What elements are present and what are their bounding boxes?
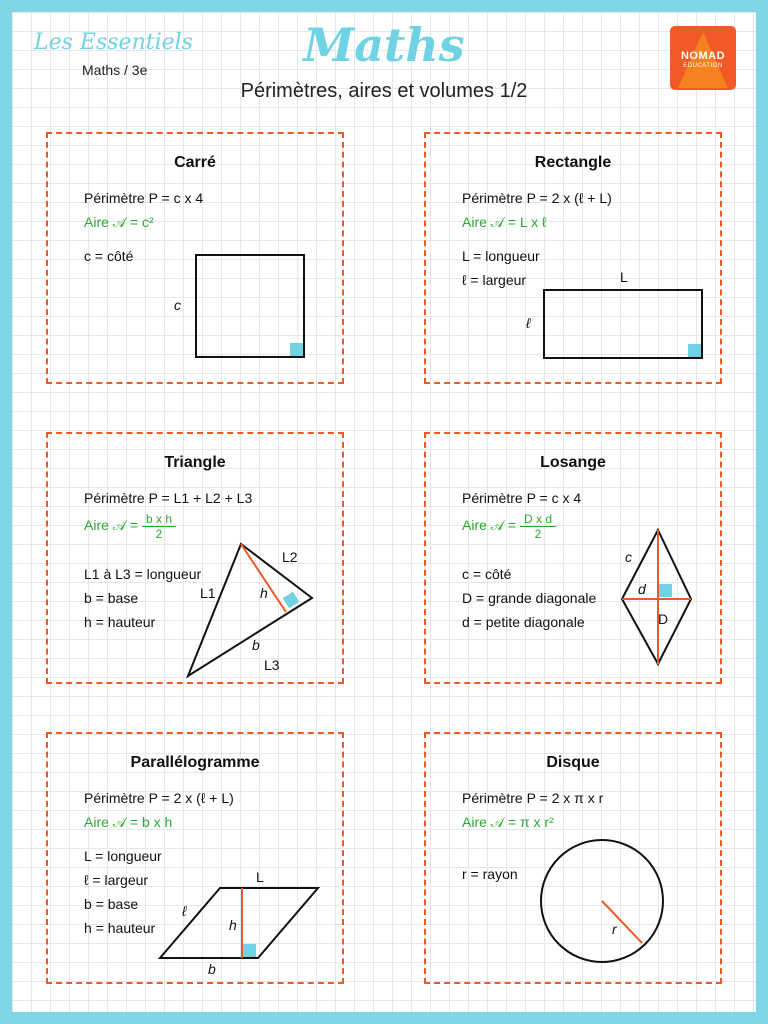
nomad-logo bbox=[670, 26, 736, 90]
perimeter-formula: Périmètre P = 2 x (ℓ + L) bbox=[84, 790, 234, 806]
legend-longueur: L = longueur bbox=[462, 248, 540, 264]
area-formula: Aire 𝒜 = b x h bbox=[84, 814, 173, 830]
h-label: h bbox=[260, 585, 268, 601]
b-label: b bbox=[252, 637, 260, 653]
legend-cote: c = côté bbox=[84, 248, 134, 264]
r-label: r bbox=[612, 921, 617, 937]
legend-largeur: ℓ = largeur bbox=[84, 872, 149, 888]
card-triangle bbox=[46, 432, 344, 684]
logo-line1: NOMAD bbox=[680, 50, 726, 62]
legend-grande-diagonale: D = grande diagonale bbox=[462, 590, 597, 606]
page-title: Maths bbox=[303, 18, 465, 72]
card-losange bbox=[424, 432, 722, 684]
area-formula: Aire 𝒜 = c² bbox=[84, 214, 154, 230]
legend-cote: c = côté bbox=[462, 566, 512, 582]
fraction-numerator: b x h bbox=[142, 512, 176, 527]
length-label: L bbox=[620, 269, 628, 285]
perimeter-formula: Périmètre P = c x 4 bbox=[462, 490, 582, 506]
legend-longueur: L = longueur bbox=[84, 848, 162, 864]
card-title: Triangle bbox=[164, 454, 226, 471]
card-title: Carré bbox=[174, 154, 216, 171]
page-subtitle: Périmètres, aires et volumes 1/2 bbox=[240, 80, 528, 102]
perimeter-formula: Périmètre P = 2 x (ℓ + L) bbox=[462, 190, 612, 206]
d-label: d bbox=[638, 581, 646, 597]
card-title: Parallélogramme bbox=[130, 754, 260, 771]
area-formula: Aire 𝒜 = L x ℓ bbox=[462, 214, 547, 230]
width-label: ℓ bbox=[526, 315, 531, 331]
width-label: ℓ bbox=[182, 903, 187, 919]
card-title: Losange bbox=[540, 454, 606, 471]
level-label: Maths / 3e bbox=[82, 62, 148, 78]
perimeter-formula: Périmètre P = 2 x π x r bbox=[462, 790, 604, 806]
card-title: Rectangle bbox=[534, 154, 612, 171]
length-label: L bbox=[256, 869, 264, 885]
perimeter-formula: Périmètre P = L1 + L2 + L3 bbox=[84, 490, 253, 506]
legend-rayon: r = rayon bbox=[462, 866, 518, 882]
h-label: h bbox=[229, 917, 237, 933]
area-prefix: Aire 𝒜 = bbox=[84, 517, 139, 534]
logo-line2: EDUCATION bbox=[683, 63, 723, 69]
rhombus-figure bbox=[426, 434, 724, 686]
legend-hauteur: h = hauteur bbox=[84, 920, 156, 936]
c-label: c bbox=[625, 549, 632, 565]
square-figure bbox=[48, 134, 346, 386]
brand-label: Les Essentiels bbox=[34, 30, 193, 55]
legend-longueurs: L1 à L3 = longueur bbox=[84, 566, 202, 582]
fraction-denominator: 2 bbox=[534, 527, 542, 541]
big-d-label: D bbox=[658, 611, 669, 627]
b-label: b bbox=[208, 961, 216, 977]
triangle-figure bbox=[48, 434, 346, 686]
legend-hauteur: h = hauteur bbox=[84, 614, 156, 630]
card-carre bbox=[46, 132, 344, 384]
legend-base: b = base bbox=[84, 590, 139, 606]
fraction-numerator: D x d bbox=[520, 512, 556, 527]
card-title: Disque bbox=[546, 754, 600, 771]
perimeter-formula: Périmètre P = c x 4 bbox=[84, 190, 204, 206]
l1-label: L1 bbox=[200, 585, 216, 601]
legend-petite-diagonale: d = petite diagonale bbox=[462, 614, 585, 630]
card-disque bbox=[424, 732, 722, 984]
side-label: c bbox=[174, 297, 181, 313]
legend-largeur: ℓ = largeur bbox=[462, 272, 527, 288]
l2-label: L2 bbox=[282, 549, 298, 565]
rectangle-figure bbox=[426, 134, 724, 386]
card-parallelogramme bbox=[46, 732, 344, 984]
fraction-denominator: 2 bbox=[155, 527, 163, 541]
parallelogram-figure bbox=[48, 734, 346, 986]
disk-figure bbox=[426, 734, 724, 986]
card-rectangle bbox=[424, 132, 722, 384]
area-prefix: Aire 𝒜 = bbox=[462, 517, 517, 534]
area-formula: Aire 𝒜 = π x r² bbox=[462, 814, 554, 830]
legend-base: b = base bbox=[84, 896, 139, 912]
l3-label: L3 bbox=[264, 657, 280, 673]
